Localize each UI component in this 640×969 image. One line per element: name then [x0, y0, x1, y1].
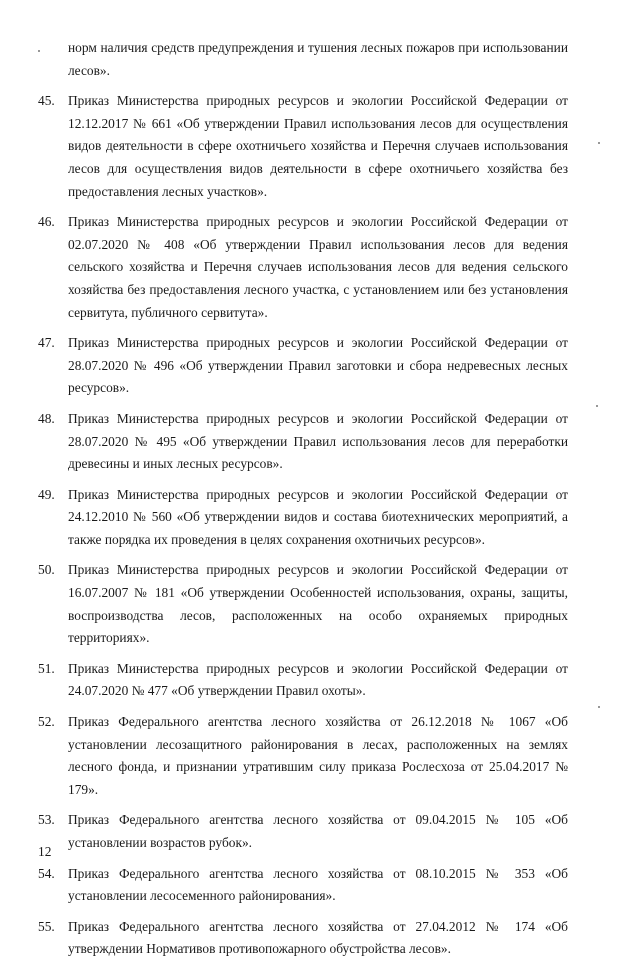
list-item-number: 54. [38, 865, 55, 881]
list-item-number: 48. [38, 410, 55, 426]
list-item [38, 863, 568, 908]
list-item-number: 53. [38, 812, 55, 828]
list-item [38, 332, 568, 400]
list-item-number: 52. [38, 714, 55, 730]
list-item-text: Приказ Федерального агентства лесного хозяйства от 26.12.2018 № 1067 «Об установлении лесозащитного районирования в лесах, расположенных на землях лесного фонда, и признании утратившим силу приказа Рослесхоза от 25.04.2017 № 179». [68, 714, 568, 797]
list-item-text: Приказ Министерства природных ресурсов и экологии Российской Федерации от 24.07.2020 № 477 «Об утверждении Правил охоты». [68, 660, 568, 699]
list-item [38, 484, 568, 552]
list-item [38, 658, 568, 703]
list-item [38, 711, 568, 801]
list-item [38, 90, 568, 203]
list-item-number: 55. [38, 918, 55, 934]
list-item-number: 49. [38, 486, 55, 502]
list-item-text: Приказ Федерального агентства лесного хозяйства от 09.04.2015 № 105 «Об установлении возрастов рубок». [68, 812, 568, 850]
list-item-text: Приказ Министерства природных ресурсов и экологии Российской Федерации от 12.12.2017 № 661 «Об утверждении Правил использования лесов для осуществления видов деятельности в сфере охотничьего хозяйства и Перечня случаев использования лесов для осуществления видов деятельности в сфере охотничьего хозяйства без предоставления лесных участков». [68, 93, 568, 199]
scan-speck [38, 50, 40, 52]
continued-paragraph-text: норм наличия средств предупреждения и тушения лесных пожаров при использовании лесов». [68, 40, 568, 78]
list-item-number: 46. [38, 214, 55, 230]
list-item-text: Приказ Федерального агентства лесного хозяйства от 27.04.2012 № 174 «Об утверждении Нормативов противопожарного обустройства лесов». [68, 918, 568, 957]
list-item [38, 211, 568, 324]
list-item-text: Приказ Министерства природных ресурсов и экологии Российской Федерации от 02.07.2020 № 408 «Об утверждении Правил использования лесов для ведения сельского хозяйства и Перечня случаев использования лесов для ведения сельского хозяйства без предоставления лесного участка, с установлением или без установления сервитута, публичного сервитута». [68, 214, 568, 320]
scan-speck [598, 706, 600, 708]
document-body [38, 37, 568, 969]
continued-paragraph [38, 37, 568, 82]
list-item-text: Приказ Министерства природных ресурсов и экологии Российской Федерации от 16.07.2007 № 181 «Об утверждении Особенностей использования, охраны, защиты, воспроизводства лесов, расположенных на особо охраняемых природных территориях». [68, 562, 568, 646]
list-item-number: 47. [38, 335, 55, 351]
scan-speck [598, 142, 600, 144]
list-item-number: 45. [38, 93, 55, 109]
list-item-number: 51. [38, 660, 55, 676]
list-item-text: Приказ Министерства природных ресурсов и экологии Российской Федерации от 24.12.2010 № 560 «Об утверждении видов и состава биотехнических мероприятий, а также порядка их проведения в целях сохранения охотничьих ресурсов». [68, 486, 568, 547]
list-item-text: Приказ Министерства природных ресурсов и экологии Российской Федерации от 28.07.2020 № 495 «Об утверждении Правил использования лесов для переработки древесины и иных лесных ресурсов». [68, 410, 568, 472]
list-item-text: Приказ Министерства природных ресурсов и экологии Российской Федерации от 28.07.2020 № 496 «Об утверждении Правил заготовки и сбора недревесных лесных ресурсов». [68, 335, 568, 396]
list-item-text: Приказ Федерального агентства лесного хозяйства от 08.10.2015 № 353 «Об установлении лесосеменного районирования». [68, 865, 568, 904]
scan-speck [596, 405, 598, 407]
page-number: 12 [38, 844, 52, 859]
list-item-number: 50. [38, 562, 55, 578]
list-item [38, 809, 568, 854]
list-item [38, 559, 568, 649]
list-item [38, 408, 568, 476]
numbered-list [38, 90, 568, 961]
list-item [38, 916, 568, 961]
